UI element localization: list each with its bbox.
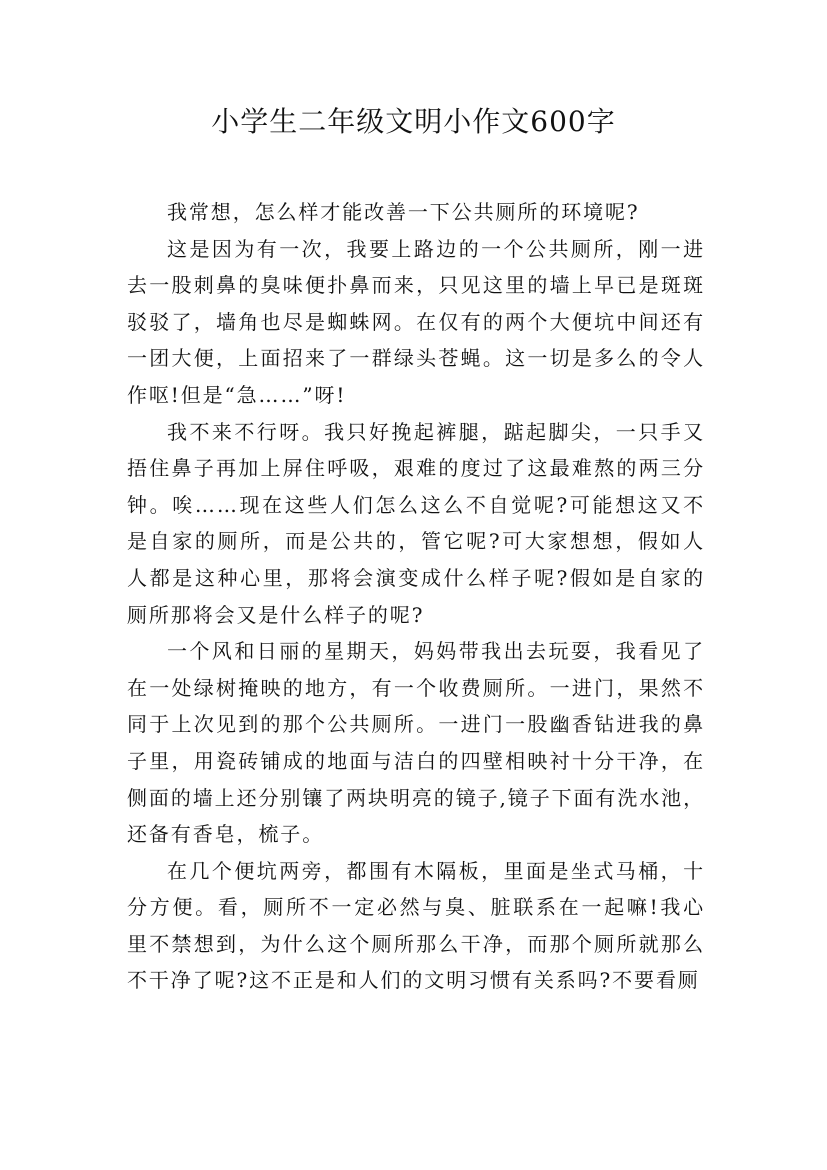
paragraph: 我不来不行呀。我只好挽起裤腿，踮起脚尖，一只手又捂住鼻子再加上屏住呼吸，艰难的度过了这最难熬的两三分钟。唉……现在这些人们怎么这么不自觉呢?可能想这又不是自家的厕所，而是公共的，管它呢?可大家想想，假如人人都是这种心里，那将会演变成什么样子呢?假如是自家的厕所那将会又是什么样子的呢? [127, 419, 705, 627]
paragraph: 一个风和日丽的星期天，妈妈带我出去玩耍，我看见了在一处绿树掩映的地方，有一个收费厕所。一进门，果然不同于上次见到的那个公共厕所。一进门一股幽香钻进我的鼻子里，用瓷砖铺成的地面与洁白的四壁相映衬十分干净，在侧面的墙上还分别镶了两块明亮的镜子,镜子下面有洗水池，还备有香皂，梳子。 [127, 639, 705, 847]
paragraph: 这是因为有一次，我要上路边的一个公共厕所，刚一进去一股刺鼻的臭味便扑鼻而来，只见这里的墙上早已是斑斑驳驳了，墙角也尽是蜘蛛网。在仅有的两个大便坑中间还有一团大便，上面招来了一群绿头苍蝇。这一切是多么的令人作呕!但是“急……”呀! [127, 236, 705, 407]
document-body [127, 194, 705, 999]
paragraph: 我常想，怎么样才能改善一下公共厕所的环境呢? [167, 200, 640, 224]
document-title: 小学生二年级文明小作文600字 [211, 105, 616, 138]
paragraph: 在几个便坑两旁，都围有木隔板，里面是坐式马桶，十分方便。看，厕所不一定必然与臭、脏联系在一起嘛!我心里不禁想到，为什么这个厕所那么干净，而那个厕所就那么不干净了呢?这不正是和人们的文明习惯有关系吗?不要看厕 [127, 858, 705, 993]
